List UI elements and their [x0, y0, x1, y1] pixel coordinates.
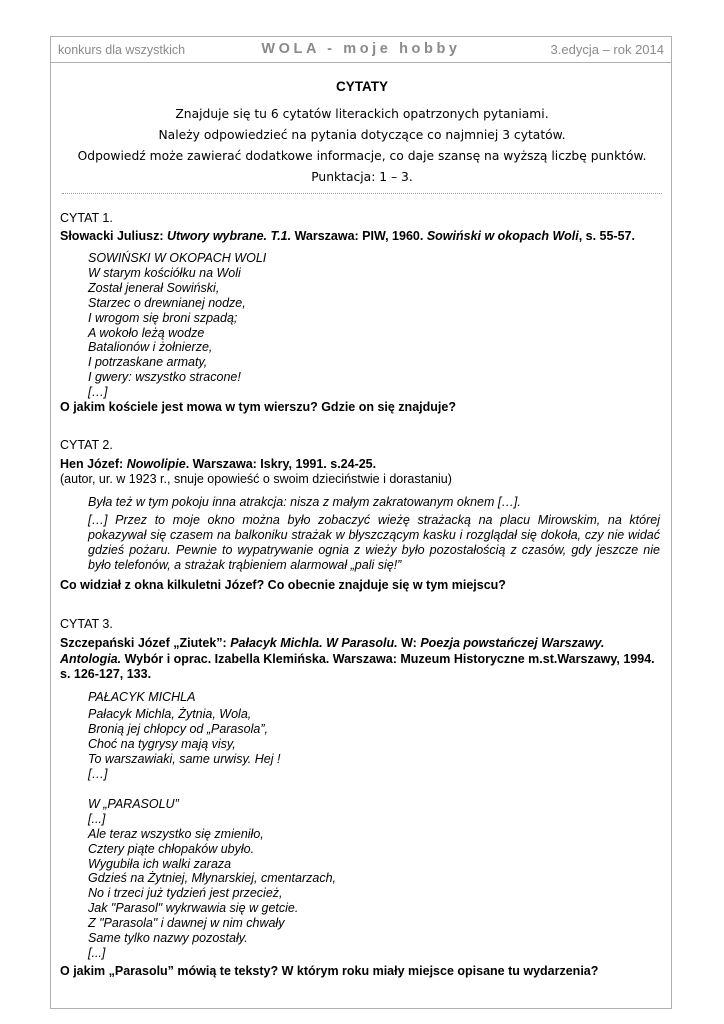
question: O jakim kościele jest mowa w tym wierszu? Gdzie on się znajduje?: [60, 400, 456, 415]
poem-line: No i trzeci już tydzień jest przecież,: [88, 886, 283, 901]
quote-label: CYTAT 1.: [60, 211, 113, 225]
ref-in: W:: [397, 636, 421, 650]
poem-line: [...]: [88, 811, 106, 826]
ref-title: Utwory wybrane. T.1.: [166, 229, 292, 243]
poem-line: I gwery: wszystko stracone!: [88, 370, 241, 385]
author-note: (autor, ur. w 1923 r., snuje opowieść o swoim dzieciństwie i dorastaniu): [60, 472, 452, 486]
poem-line: A wokoło leżą wodze: [88, 325, 205, 340]
ref-author: Szczepański Józef „Ziutek”:: [60, 636, 231, 650]
intro-line: Należy odpowiedzieć na pytania dotyczące co najmniej 3 cytatów.: [158, 128, 566, 142]
quote-label: CYTAT 3.: [60, 617, 113, 631]
header-contest: konkurs dla wszystkich: [58, 43, 186, 57]
ref-title-2: Poezja powstańczej Warszawy. Antologia.: [60, 636, 605, 666]
poem-title: W „PARASOLU”: [88, 796, 179, 811]
header-title: WOLA - moje hobby: [261, 41, 461, 57]
poem-line: […]: [88, 767, 108, 782]
poem-line: Choć na tygrysy mają visy,: [88, 737, 236, 752]
bibliographic-reference: [60, 457, 660, 472]
page-title: CYTATY: [336, 79, 388, 94]
bibliographic-reference: [60, 636, 660, 683]
ref-pages: , s. 55-57.: [578, 229, 635, 243]
poem-line: Z "Parasola" i dawnej w nim chwały: [88, 916, 285, 931]
quote-paragraph: Była też w tym pokoju inna atrakcja: nisza z małym zakratowanym oknem […].: [88, 495, 521, 509]
ref-publisher: Warszawa: PIW, 1960.: [291, 229, 427, 243]
poem-line: Batalionów i żołnierze,: [88, 340, 213, 355]
poem-line: W starym kościółku na Woli: [88, 265, 241, 280]
quote-label: CYTAT 2.: [60, 438, 113, 452]
poem-line: I wrogom się broni szpadą;: [88, 310, 238, 325]
quote-1: [60, 211, 660, 415]
poem-line: Ale teraz wszystko się zmieniło,: [88, 826, 264, 841]
ref-publisher: . Warszawa: Iskry, 1991. s.24-25.: [185, 457, 377, 471]
ref-author: Hen Józef:: [60, 457, 127, 471]
poem-line: Starzec o drewnianej nodze,: [88, 295, 246, 310]
poem-line: [...]: [88, 946, 106, 960]
intro-line: Znajduje się tu 6 cytatów literackich opatrzonych pytaniami.: [175, 107, 549, 121]
dotted-divider: [62, 193, 662, 194]
poem-line: To warszawiaki, same urwisy. Hej !: [88, 752, 281, 767]
poem-line: […]: [88, 385, 108, 400]
page-header: [50, 36, 672, 63]
poem-line: Jak "Parasol" wykrwawia się w getcie.: [88, 901, 299, 916]
intro-line: Punktacja: 1 – 3.: [311, 170, 413, 184]
poem-title: SOWIŃSKI W OKOPACH WOLI: [88, 251, 267, 265]
poem-line: Wygubiła ich walki zaraza: [88, 856, 232, 871]
ref-title: Pałacyk Michla. W Parasolu.: [230, 636, 398, 650]
poem-line: Gdzieś na Żytniej, Młynarskiej, cmentarzach,: [88, 871, 337, 886]
poem-line: Pałacyk Michla, Żytnia, Wola,: [88, 707, 252, 722]
ref-title-2: Sowiński w okopach Woli: [426, 229, 579, 243]
intro-line: Odpowiedź może zawierać dodatkowe informacje, co daje szansę na wyższą liczbę punktów.: [77, 149, 647, 163]
bibliographic-reference: [60, 229, 660, 244]
quote-3: [60, 617, 660, 979]
question: Co widział z okna kilkuletni Józef? Co obecnie znajduje się w tym miejscu?: [60, 578, 506, 592]
poem-line: Bronią jej chłopcy od „Parasola”,: [88, 722, 268, 737]
quote-2: [60, 438, 660, 593]
question: O jakim „Parasolu” mówią te teksty? W którym roku miały miejsce opisane tu wydarzenia?: [60, 963, 599, 978]
intro: [60, 104, 664, 188]
poem-line: I potrzaskane armaty,: [88, 355, 208, 370]
poem-line: Cztery piąte chłopaków ubyło.: [88, 841, 255, 856]
poem: [88, 251, 660, 400]
ref-title: Nowolipie: [126, 457, 186, 471]
poem-line: Same tylko nazwy pozostały.: [88, 931, 248, 946]
quote-paragraph: […] Przez to moje okno można było zobaczyć wieżę strażacką na placu Mirowskim, na której pokazywał się czasem na balkoniku strażak w błyszczącym kasku i rozglądał się dokoła, czy nie widać gdzieś pożaru. Pewnie to wypatrywanie ognia z wieży było pozostałością z czasów, gdy jeszcze nie było telefonów, a strażak trąbieniem alarmował „pali się!”: [88, 513, 660, 572]
header-edition: 3.edycja – rok 2014: [550, 42, 664, 57]
poem-title: PAŁACYK MICHLA: [88, 689, 196, 704]
poem: [88, 690, 660, 961]
ref-publisher: Wybór i oprac. Izabella Klemińska. Warszawa: Muzeum Historyczne m.st.Warszawy, 1994. s. 126-127, 133.: [60, 651, 655, 681]
poem-line: Został jenerał Sowiński,: [88, 280, 220, 295]
ref-author: Słowacki Juliusz:: [60, 229, 167, 243]
